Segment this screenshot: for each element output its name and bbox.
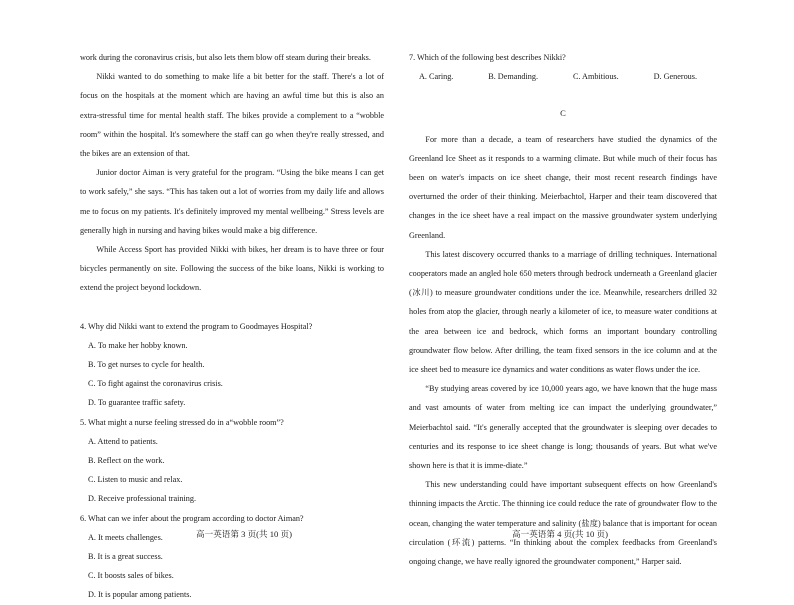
answer-option: A. Caring.	[419, 72, 454, 82]
answer-option: D. Generous.	[653, 72, 697, 82]
answer-option: D. It is popular among patients.	[88, 590, 192, 600]
answer-option: B. To get nurses to cycle for health.	[88, 360, 205, 370]
question-stem: 4. Why did Nikki want to extend the program to Goodmayes Hospital?	[80, 321, 313, 331]
section-heading: C	[560, 108, 566, 119]
passage-paragraph: This new understanding could have important subsequent effects on how Greenland's thinning impacts the Arctic. The thinning ice could reduce the rate of groundwater flow to the ocean, changing the water temperature and salinity (盐度) balance that is important for ocean circulation (环流) patterns. “In thinking about the complex feedbacks from Greenland's ongoing change, we have really ignored the groundwater component,” Harper said.	[409, 480, 717, 567]
answer-option: D. Receive professional training.	[88, 494, 196, 504]
right-column	[409, 48, 717, 571]
question-stem: 7. Which of the following best describes Nikki?	[409, 53, 566, 62]
answer-option: B. Demanding.	[488, 72, 539, 82]
passage-paragraph: Junior doctor Aiman is very grateful for the program. “Using the bike means I can get to work safely,” she says. “This has taken out a lot of worries from my daily life and allows me to focus on my patients. It's definitely improved my mental wellbeing.” Stress levels are generally high in nursing and having bikes would make a big difference.	[80, 168, 384, 235]
passage-paragraph: This latest discovery occurred thanks to a marriage of drilling techniques. International cooperators made an angled hole 650 meters through bedrock underneath a Greenland glacier (冰川) to measure groundwater conditions under the ice. Meanwhile, researchers drilled 32 holes from atop the glacier, through nearly a kilometer of ice, to measure water conditions at the area between ice and bedrock, which forms an important boundary controlling groundwater flow below. After drilling, the team fixed sensors in the ice column and at the ice sheet bed to measure ice dynamics and water conditions as water flows under the ice.	[409, 249, 717, 375]
answer-option: C. To fight against the coronavirus crisis.	[88, 379, 223, 389]
answer-option: B. Reflect on the work.	[88, 456, 165, 466]
answer-option: B. It is a great success.	[88, 552, 163, 562]
passage-paragraph: work during the coronavirus crisis, but also lets them blow off steam during their breaks.	[80, 53, 371, 62]
page-footer: 高一英语第 3 页(共 10 页)	[196, 529, 292, 539]
answer-option: A. It meets challenges.	[88, 532, 163, 542]
answer-option: A. Attend to patients.	[88, 436, 158, 446]
answer-option: C. It boosts sales of bikes.	[88, 571, 174, 581]
answer-option: A. To make her hobby known.	[88, 340, 188, 350]
question-stem: 6. What can we infer about the program according to doctor Aiman?	[80, 513, 304, 523]
page-footer: 高一英语第 4 页(共 10 页)	[512, 529, 608, 539]
passage-paragraph: While Access Sport has provided Nikki with bikes, her dream is to have three or four bicycles permanently on site. Following the success of the bike loans, Nikki is working to extend the project beyond lockdown.	[80, 245, 384, 293]
answer-option: C. Ambitious.	[572, 72, 619, 82]
passage-paragraph: “By studying areas covered by ice 10,000 years ago, we have known that the huge mass and vast amounts of water from melting ice can impact the underlying groundwater,” Meierbachtol said. “It's generally accepted that the groundwater is sleeping over decades to centuries and its response to ice sheet change is long; thousands of years. But what we've shown here is that it is imme-diate.”	[409, 384, 717, 471]
answer-option: C. Listen to music and relax.	[88, 475, 183, 485]
passage-paragraph: Nikki wanted to do something to make life a bit better for the staff. There's a lot of focus on the hospitals at the moment which are having an awful time but this is also an extra-stressful time for mental health staff. The bikes provide a complement to a “wobble room” within the hospital. It's somewhere the staff can go when they're really stressed, and the bikes are an extension of that.	[80, 72, 384, 159]
question-stem: 5. What might a nurse feeling stressed do in a“wobble room”?	[80, 417, 284, 427]
answer-option: D. To guarantee traffic safety.	[88, 398, 186, 408]
left-column	[80, 48, 384, 605]
answer-options-row	[419, 67, 697, 86]
passage-paragraph: For more than a decade, a team of researchers have studied the dynamics of the Greenland Ice Sheet as it responds to a warming climate. But while much of their focus has been on water's impacts on ice sheet change, their most recent research findings have overturned the order of their thinking. Meierbachtol, Harper and their team discovered that changes in the ice sheet have a real impact on the massive groundwater system underlying Greenland.	[409, 134, 717, 240]
